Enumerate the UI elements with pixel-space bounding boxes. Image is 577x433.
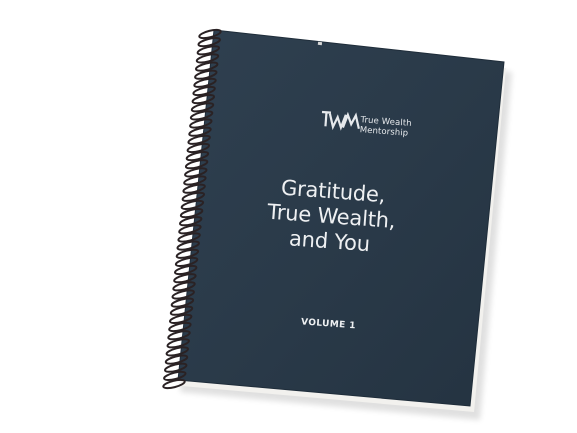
volume-label: VOLUME 1 — [300, 317, 357, 332]
title-line-2: True Wealth, — [266, 199, 397, 233]
title-line-3: and You — [288, 226, 371, 257]
cover-nick — [318, 42, 322, 45]
brand-line-2: Mentorship — [359, 125, 409, 139]
brand-line-1: True Wealth — [360, 115, 412, 129]
title-line-1: Gratitude, — [280, 175, 387, 208]
notebook-cover — [178, 30, 504, 406]
